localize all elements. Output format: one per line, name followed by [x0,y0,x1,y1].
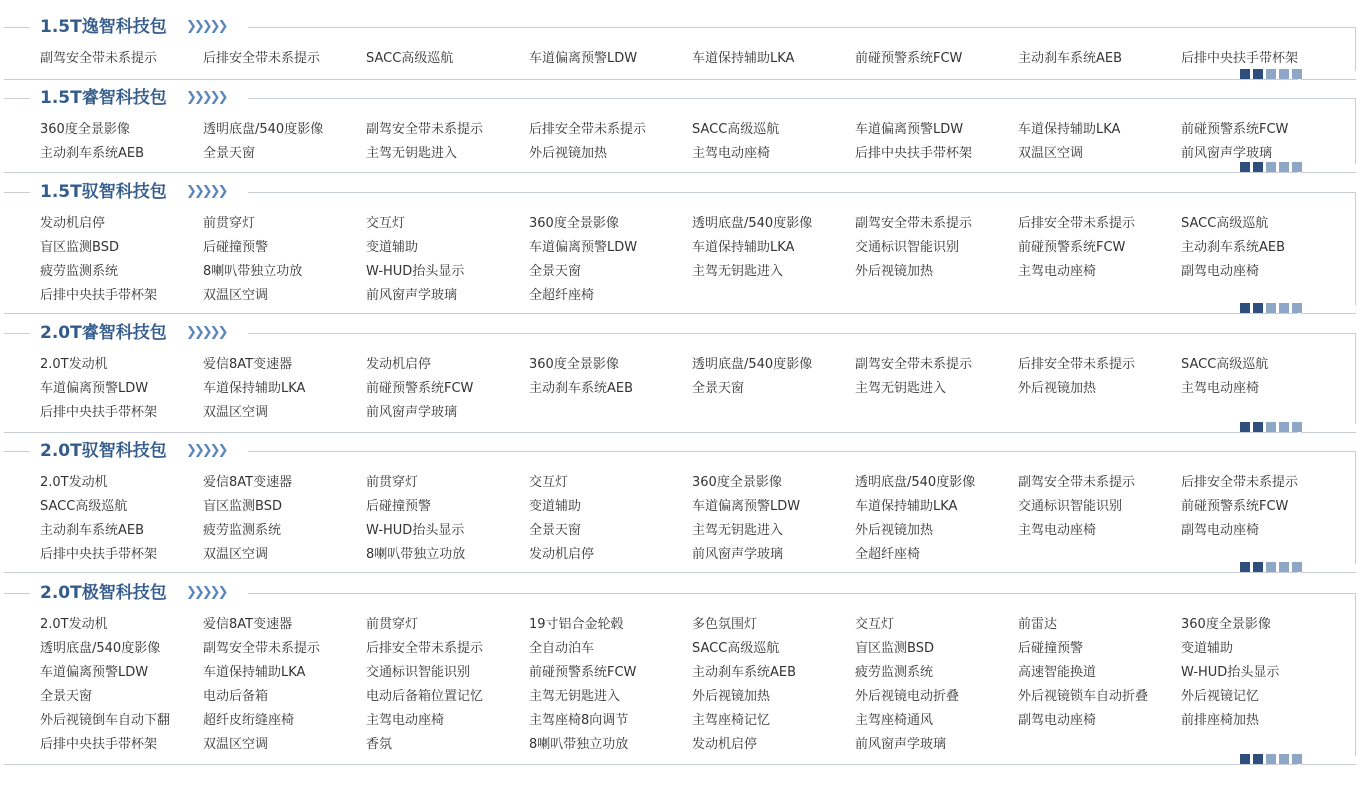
square-icon [1253,562,1263,572]
feature-item: 全景天窗 [692,381,745,396]
feature-item: 外后视镜锁车自动折叠 [1018,689,1149,704]
feature-item: 后排中央扶手带杯架 [40,405,158,420]
feature-item: 变道辅助 [1181,641,1234,656]
feature-item: 前风窗声学玻璃 [366,288,458,303]
feature-item: 主动刹车系统AEB [1181,240,1286,255]
feature-item: 车道保持辅助LKA [203,381,306,396]
feature-item: 全景天窗 [529,523,582,538]
feature-item: 主驾电动座椅 [1018,264,1097,279]
feature-item: 副驾电动座椅 [1181,523,1260,538]
feature-item: 外后视镜电动折叠 [855,689,960,704]
feature-item: 主驾座椅记忆 [692,713,771,728]
divider-line [4,98,30,99]
feature-item: 后排安全带未系提示 [1018,216,1136,231]
feature-item: 主驾无钥匙进入 [692,264,784,279]
square-icon [1279,754,1289,764]
feature-item: 外后视镜加热 [855,523,934,538]
feature-item: W-HUD抬头显示 [1181,665,1280,680]
border-line [1355,333,1356,424]
feature-item: 疲劳监测系统 [203,523,282,538]
feature-item: 双温区空调 [203,405,269,420]
feature-item: 透明底盘/540度影像 [40,641,161,656]
feature-item: 交互灯 [366,216,406,231]
feature-item: 8喇叭带独立功放 [529,737,629,752]
feature-item: 前风窗声学玻璃 [855,737,947,752]
feature-item: 主驾电动座椅 [692,146,771,161]
square-icon [1266,69,1276,79]
feature-item: 后排安全带未系提示 [1181,475,1299,490]
package-title: 2.0T驭智科技包 [40,441,167,461]
border-line [1355,192,1356,305]
feature-item: 车道偏离预警LDW [692,499,801,514]
feature-item: 主动刹车系统AEB [40,523,145,538]
chevrons-icon: ❯❯❯❯❯ [186,184,226,199]
feature-item: 2.0T发动机 [40,475,108,490]
feature-item: 主动刹车系统AEB [692,665,797,680]
feature-item: 外后视镜加热 [529,146,608,161]
feature-item: W-HUD抬头显示 [366,523,465,538]
square-icon [1266,754,1276,764]
feature-item: 副驾电动座椅 [1181,264,1260,279]
feature-item: 车道偏离预警LDW [529,240,638,255]
feature-item: 360度全景影像 [40,122,130,137]
feature-item: SACC高级巡航 [692,641,780,656]
feature-item: 超纤皮绗缝座椅 [203,713,295,728]
feature-item: 后排安全带未系提示 [529,122,647,137]
feature-item: 香氛 [366,737,393,752]
square-icon [1279,422,1289,432]
feature-item: 车道偏离预警LDW [855,122,964,137]
feature-item: 后排中央扶手带杯架 [40,547,158,562]
divider-line [4,192,30,193]
package-section [0,441,1364,572]
divider-line [248,98,1356,99]
divider-line [4,572,1298,573]
package-title: 1.5T驭智科技包 [40,182,167,202]
feature-item: 后碰撞预警 [1018,641,1084,656]
square-icon [1253,422,1263,432]
squares-decoration-icon [1240,562,1302,573]
square-icon [1240,303,1250,313]
square-icon [1279,162,1289,172]
package-title: 1.5T逸智科技包 [40,17,167,37]
feature-item: 主动刹车系统AEB [40,146,145,161]
package-section [0,182,1364,313]
feature-item: 外后视镜加热 [855,264,934,279]
feature-item: 车道保持辅助LKA [203,665,306,680]
square-icon [1240,69,1250,79]
square-icon [1253,754,1263,764]
square-icon [1240,422,1250,432]
feature-item: 8喇叭带独立功放 [203,264,303,279]
feature-item: 外后视镜加热 [692,689,771,704]
border-line [1355,593,1356,756]
feature-item: 外后视镜记忆 [1181,689,1260,704]
divider-line [4,27,30,28]
feature-item: 前碰预警系统FCW [855,51,963,66]
square-icon [1240,562,1250,572]
divider-line [248,27,1356,28]
feature-grid [40,47,1350,71]
chevrons-icon: ❯❯❯❯❯ [186,90,226,105]
feature-item: 交通标识智能识别 [1018,499,1123,514]
feature-item: 主驾电动座椅 [366,713,445,728]
feature-item: 交互灯 [529,475,569,490]
feature-item: 双温区空调 [203,737,269,752]
square-icon [1266,303,1276,313]
feature-item: 车道偏离预警LDW [529,51,638,66]
feature-item: 前碰预警系统FCW [366,381,474,396]
divider-line [4,313,1298,314]
feature-item: 主驾无钥匙进入 [855,381,947,396]
feature-item: 副驾安全带未系提示 [1018,475,1136,490]
feature-item: 前贯穿灯 [366,475,419,490]
feature-item: 8喇叭带独立功放 [366,547,466,562]
feature-item: 发动机启停 [692,737,758,752]
feature-item: 前碰预警系统FCW [1018,240,1126,255]
feature-item: 车道保持辅助LKA [692,240,795,255]
feature-grid [40,212,1350,308]
feature-item: 后排安全带未系提示 [366,641,484,656]
feature-item: 前雷达 [1018,617,1058,632]
feature-item: 前风窗声学玻璃 [366,405,458,420]
feature-item: 前碰预警系统FCW [1181,499,1289,514]
feature-item: 交通标识智能识别 [366,665,471,680]
square-icon [1292,303,1302,313]
package-title: 2.0T极智科技包 [40,583,167,603]
feature-item: 360度全景影像 [529,357,619,372]
feature-item: 主驾电动座椅 [1181,381,1260,396]
feature-item: 前贯穿灯 [203,216,256,231]
feature-item: 主动刹车系统AEB [1018,51,1123,66]
feature-item: 主动刹车系统AEB [529,381,634,396]
border-line [1355,98,1356,164]
feature-item: 透明底盘/540度影像 [692,357,813,372]
feature-item: 全自动泊车 [529,641,595,656]
feature-item: SACC高级巡航 [1181,216,1269,231]
feature-item: 副驾安全带未系提示 [855,216,973,231]
feature-item: 前碰预警系统FCW [1181,122,1289,137]
divider-line [248,451,1356,452]
square-icon [1266,562,1276,572]
feature-item: 副驾安全带未系提示 [855,357,973,372]
feature-item: 透明底盘/540度影像 [692,216,813,231]
feature-item: 交通标识智能识别 [855,240,960,255]
square-icon [1240,162,1250,172]
feature-item: 爱信8AT变速器 [203,475,293,490]
feature-item: 360度全景影像 [529,216,619,231]
feature-item: 前碰预警系统FCW [529,665,637,680]
feature-item: 双温区空调 [203,288,269,303]
feature-item: 全超纤座椅 [855,547,921,562]
square-icon [1240,754,1250,764]
feature-item: 外后视镜加热 [1018,381,1097,396]
square-icon [1292,754,1302,764]
squares-decoration-icon [1240,754,1302,765]
feature-item: 变道辅助 [366,240,419,255]
feature-item: 透明底盘/540度影像 [855,475,976,490]
feature-item: 全超纤座椅 [529,288,595,303]
package-title: 2.0T睿智科技包 [40,323,167,343]
divider-line [1301,432,1356,433]
feature-item: 双温区空调 [1018,146,1084,161]
squares-decoration-icon [1240,303,1302,314]
feature-grid [40,118,1350,166]
feature-item: 多色氛围灯 [692,617,758,632]
feature-item: 透明底盘/540度影像 [203,122,324,137]
feature-item: 发动机启停 [366,357,432,372]
squares-decoration-icon [1240,69,1302,80]
chevrons-icon: ❯❯❯❯❯ [186,325,226,340]
feature-item: 后排中央扶手带杯架 [40,288,158,303]
divider-line [4,451,30,452]
feature-item: 主驾无钥匙进入 [529,689,621,704]
feature-item: 爱信8AT变速器 [203,617,293,632]
feature-item: 后排中央扶手带杯架 [855,146,973,161]
border-line [1355,451,1356,564]
feature-item: 车道保持辅助LKA [692,51,795,66]
square-icon [1266,162,1276,172]
feature-item: 电动后备箱 [203,689,269,704]
divider-line [248,593,1356,594]
feature-item: 外后视镜倒车自动下翻 [40,713,171,728]
square-icon [1253,303,1263,313]
square-icon [1292,69,1302,79]
square-icon [1279,303,1289,313]
feature-item: 车道偏离预警LDW [40,381,149,396]
feature-item: SACC高级巡航 [692,122,780,137]
divider-line [1301,79,1356,80]
feature-item: 疲劳监测系统 [40,264,119,279]
divider-line [4,764,1298,765]
square-icon [1292,562,1302,572]
divider-line [248,192,1356,193]
feature-item: 360度全景影像 [1181,617,1271,632]
feature-item: 主驾座椅通风 [855,713,934,728]
feature-grid [40,613,1350,757]
divider-line [4,432,1298,433]
feature-item: 交互灯 [855,617,895,632]
feature-item: 副驾安全带未系提示 [40,51,158,66]
feature-item: 前风窗声学玻璃 [692,547,784,562]
feature-item: 盲区监测BSD [40,240,119,255]
feature-item: 后排安全带未系提示 [1018,357,1136,372]
square-icon [1279,69,1289,79]
feature-item: 盲区监测BSD [855,641,934,656]
feature-item: 发动机启停 [529,547,595,562]
feature-item: 盲区监测BSD [203,499,282,514]
feature-item: W-HUD抬头显示 [366,264,465,279]
feature-item: 主驾电动座椅 [1018,523,1097,538]
divider-line [1301,313,1356,314]
feature-grid [40,353,1350,425]
square-icon [1292,162,1302,172]
feature-item: 车道保持辅助LKA [1018,122,1121,137]
divider-line [1301,572,1356,573]
feature-item: 副驾安全带未系提示 [366,122,484,137]
package-section [0,88,1364,172]
package-section [0,583,1364,764]
divider-line [1301,172,1356,173]
square-icon [1292,422,1302,432]
feature-item: 前贯穿灯 [366,617,419,632]
package-title: 1.5T睿智科技包 [40,88,167,108]
square-icon [1253,69,1263,79]
feature-item: SACC高级巡航 [1181,357,1269,372]
chevrons-icon: ❯❯❯❯❯ [186,585,226,600]
feature-item: 后碰撞预警 [366,499,432,514]
feature-item: 高速智能换道 [1018,665,1097,680]
feature-item: 疲劳监测系统 [855,665,934,680]
feature-item: 主驾无钥匙进入 [366,146,458,161]
feature-item: 车道偏离预警LDW [40,665,149,680]
feature-item: 后碰撞预警 [203,240,269,255]
feature-item: 主驾无钥匙进入 [692,523,784,538]
package-section [0,17,1364,79]
feature-item: SACC高级巡航 [366,51,454,66]
squares-decoration-icon [1240,422,1302,433]
feature-item: 发动机启停 [40,216,106,231]
feature-item: 前排座椅加热 [1181,713,1260,728]
divider-line [248,333,1356,334]
feature-item: 变道辅助 [529,499,582,514]
divider-line [4,79,1298,80]
feature-item: 后排中央扶手带杯架 [1181,51,1299,66]
feature-item: 360度全景影像 [692,475,782,490]
feature-item: 前风窗声学玻璃 [1181,146,1273,161]
feature-item: 后排中央扶手带杯架 [40,737,158,752]
feature-grid [40,471,1350,567]
feature-item: 2.0T发动机 [40,617,108,632]
feature-item: 全景天窗 [40,689,93,704]
feature-item: 副驾电动座椅 [1018,713,1097,728]
divider-line [4,172,1298,173]
feature-item: 2.0T发动机 [40,357,108,372]
feature-item: 后排安全带未系提示 [203,51,321,66]
border-line [1355,27,1356,71]
squares-decoration-icon [1240,162,1302,173]
divider-line [1301,764,1356,765]
feature-item: 车道保持辅助LKA [855,499,958,514]
feature-item: 电动后备箱位置记忆 [366,689,484,704]
feature-item: 全景天窗 [529,264,582,279]
square-icon [1279,562,1289,572]
feature-item: 19寸铝合金轮毂 [529,617,624,632]
feature-item: SACC高级巡航 [40,499,128,514]
feature-item: 双温区空调 [203,547,269,562]
square-icon [1266,422,1276,432]
package-section [0,323,1364,432]
feature-item: 主驾座椅8向调节 [529,713,629,728]
square-icon [1253,162,1263,172]
chevrons-icon: ❯❯❯❯❯ [186,19,226,34]
feature-item: 全景天窗 [203,146,256,161]
feature-item: 副驾安全带未系提示 [203,641,321,656]
divider-line [4,593,30,594]
divider-line [4,333,30,334]
chevrons-icon: ❯❯❯❯❯ [186,443,226,458]
feature-item: 爱信8AT变速器 [203,357,293,372]
